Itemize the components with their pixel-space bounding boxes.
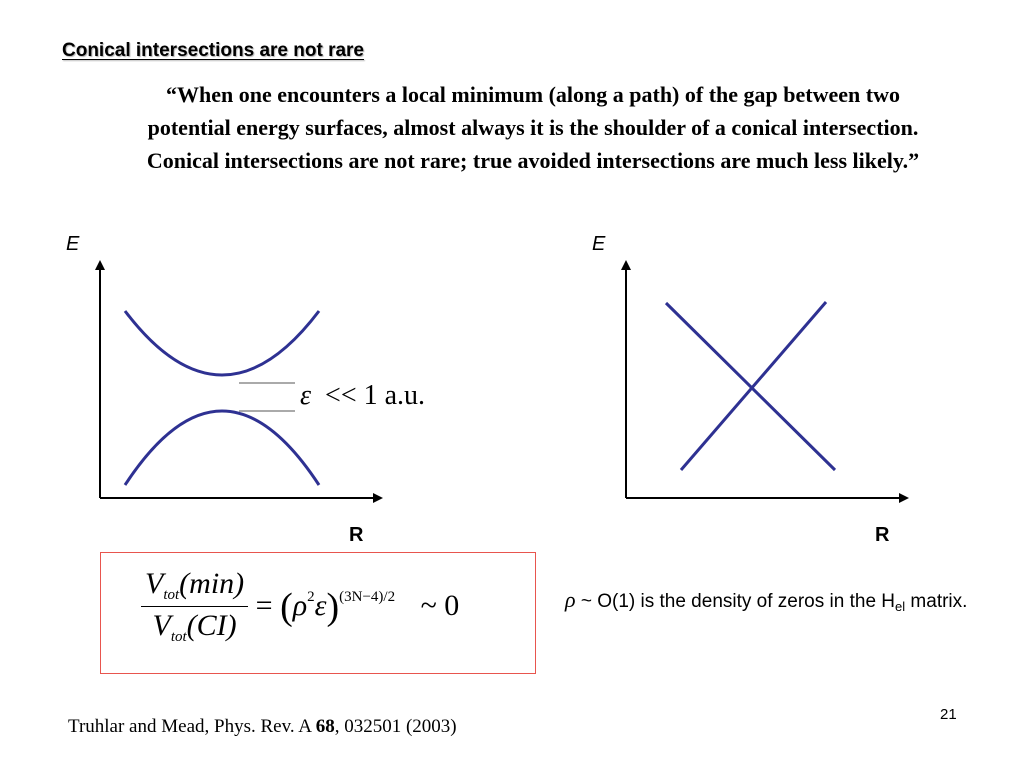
citation: Truhlar and Mead, Phys. Rev. A 68, 032501 (2003): [68, 716, 457, 737]
right-x-axis-label: R: [875, 524, 890, 546]
formula-denominator: $V_{tot}(CI)$: [152, 609, 237, 645]
formula-fraction: [141, 567, 248, 646]
right-axes: [626, 262, 907, 498]
formula-rho: ρ: [292, 588, 308, 622]
quote-text: “When one encounters a local minimum (along a path) of the gap between two potential energy surfaces, almost always it is the shoulder of a conical intersection. Conical intersections are not rare; true avoided intersections are much less likely.”: [146, 82, 920, 173]
formula-rhs: = $(\rho^2\varepsilon)^{(3N-4)/2}$ ~ 0: [255, 585, 460, 628]
formula-numerator: $V_{tot}(\min)$: [145, 567, 245, 603]
crossing-line-descending: [666, 303, 835, 470]
citation-volume: 68: [315, 716, 335, 737]
formula-epsilon: ε: [314, 588, 327, 622]
epsilon-condition-text: << 1 a.u.: [325, 380, 426, 411]
right-y-axis-label: E: [592, 233, 606, 255]
crossing-line-ascending: [681, 302, 826, 470]
left-y-axis-label: E: [66, 233, 80, 255]
rho-note: ρ ~ O(1) is the density of zeros in the $H_{el}$ matrix.: [565, 587, 968, 614]
epsilon-condition-label: [300, 380, 425, 412]
lower-surface-curve: [125, 411, 319, 485]
formula-box: [100, 552, 536, 674]
formula-approx: ~ 0: [420, 588, 460, 622]
volume-ratio-formula: [141, 567, 459, 646]
epsilon-symbol: ε: [300, 380, 312, 411]
rho-symbol: ρ: [565, 587, 576, 612]
left-x-axis-label: R: [349, 524, 364, 546]
upper-surface-curve: [125, 311, 319, 375]
formula-equals: =: [255, 588, 273, 622]
slide-title: Conical intersections are not rare: [62, 40, 364, 61]
formula-exponent: (3N−4)/2: [339, 588, 396, 605]
page-number: 21: [940, 706, 957, 723]
